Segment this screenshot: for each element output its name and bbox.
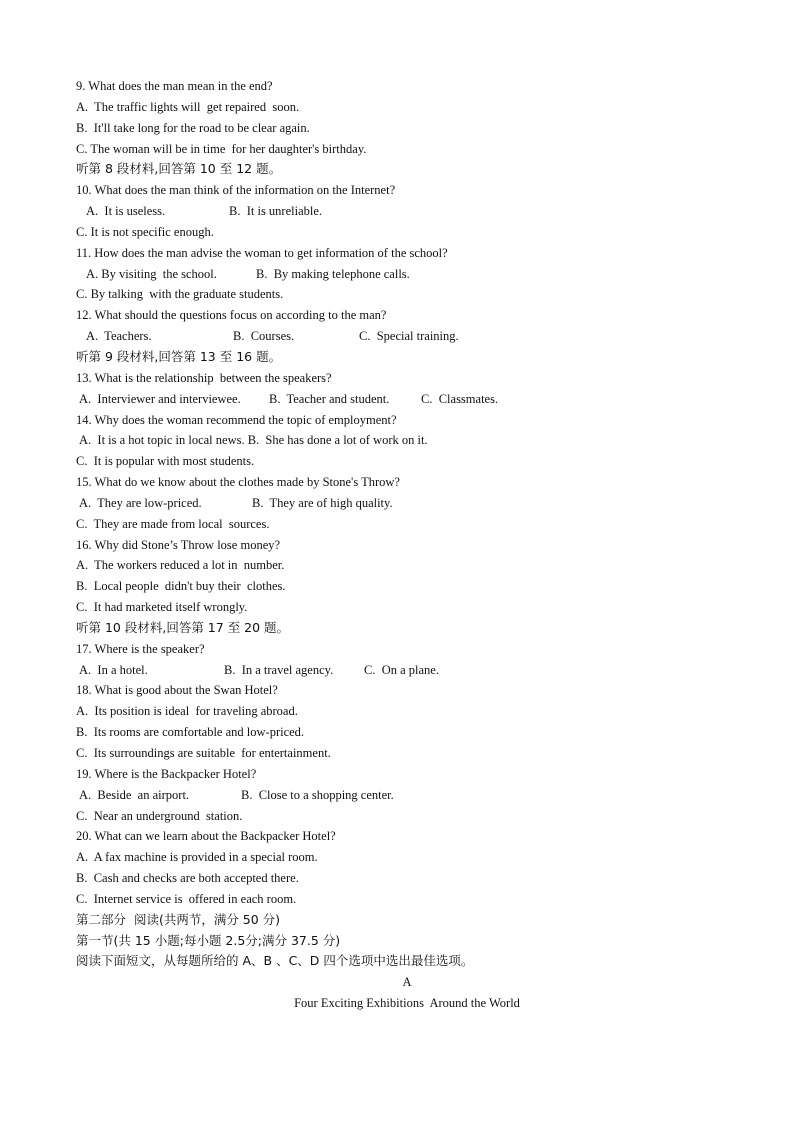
question-9-option-c: C. The woman will be in time for her daughter's birthday. (76, 141, 367, 156)
question-15-option-c: C. They are made from local sources. (76, 516, 270, 531)
question-19-option-c: C. Near an underground station. (76, 808, 243, 823)
question-15-option-a: A. They are low-priced. (79, 495, 202, 510)
part-2-section-1-heading: 第一节(共 15 小题;每小题 2.5分;满分 37.5 分) (76, 932, 341, 948)
question-18-option-c: C. Its surroundings are suitable for entertainment. (76, 746, 331, 760)
question-19-option-a: A. Beside an airport. (79, 787, 190, 802)
question-12-stem: 12. What should the questions focus on according to the man? (76, 308, 387, 323)
question-17-option-b: B. In a travel agency. (224, 662, 334, 677)
question-15-stem: 15. What do we know about the clothes made by Stone's Throw? (76, 475, 400, 490)
question-12-option-b: B. Courses. (233, 329, 295, 344)
question-13-stem: 13. What is the relationship between the speakers? (76, 370, 332, 385)
question-19-stem: 19. Where is the Backpacker Hotel? (76, 766, 257, 781)
question-19-option-b: B. Close to a shopping center. (241, 787, 394, 802)
section-8-instruction: 听第 8 段材料,回答第 10 至 12 题。 (76, 161, 282, 177)
question-13-option-c: C. Classmates. (421, 391, 499, 406)
question-16-option-c: C. It had marketed itself wrongly. (76, 600, 248, 615)
question-12-options (76, 326, 736, 347)
question-10-option-c: C. It is not specific enough. (76, 224, 214, 239)
question-13-option-b: B. Teacher and student. (269, 391, 390, 406)
question-19-options-ab (76, 785, 736, 806)
question-16-option-a: A. The workers reduced a lot in number. (76, 558, 285, 573)
question-15-options-ab (76, 493, 736, 514)
question-11-stem: 11. How does the man advise the woman to get information of the school? (76, 245, 448, 260)
question-17-option-a: A. In a hotel. (79, 662, 148, 677)
page-content (76, 76, 736, 1014)
question-11-option-a: A. By visiting the school. (86, 266, 217, 281)
question-16-option-b: B. Local people didn't buy their clothes. (76, 579, 286, 594)
question-18-option-b: B. Its rooms are comfortable and low-priced. (76, 725, 305, 740)
question-16-stem: 16. Why did Stone’s Throw lose money? (76, 537, 281, 552)
question-10-option-a: A. It is useless. (86, 204, 166, 219)
question-11-options-ab (76, 264, 736, 285)
question-10-options-ab (76, 201, 736, 222)
question-12-option-c: C. Special training. (359, 329, 459, 344)
question-12-option-a: A. Teachers. (86, 329, 152, 344)
question-17-option-c: C. On a plane. (364, 662, 439, 677)
question-14-stem: 14. Why does the woman recommend the topic of employment? (76, 412, 397, 427)
question-14-option-c: C. It is popular with most students. (76, 454, 255, 469)
question-13-options (76, 389, 736, 410)
passage-title: Four Exciting Exhibitions Around the World (294, 996, 520, 1011)
question-9-option-a: A. The traffic lights will get repaired soon. (76, 99, 300, 114)
reading-instruction: 阅读下面短文，从每题所给的 A、B 、C、D 四个选项中选出最佳选项。 (76, 953, 474, 969)
question-15-option-b: B. They are of high quality. (252, 495, 393, 510)
question-10-stem: 10. What does the man think of the information on the Internet? (76, 183, 396, 198)
question-18-option-a: A. Its position is ideal for traveling abroad. (76, 704, 298, 719)
part-2-heading: 第二部分 阅读(共两节，满分 50 分) (76, 911, 281, 927)
question-17-stem: 17. Where is the speaker? (76, 641, 205, 656)
question-11-option-b: B. By making telephone calls. (256, 266, 410, 281)
section-10-instruction: 听第 10 段材料,回答第 17 至 20 题。 (76, 619, 290, 635)
passage-letter: A (402, 975, 412, 990)
question-17-options (76, 660, 736, 681)
question-20-option-c: C. Internet service is offered in each room. (76, 891, 297, 906)
question-13-option-a: A. Interviewer and interviewee. (79, 391, 241, 406)
question-20-stem: 20. What can we learn about the Backpacker Hotel? (76, 829, 336, 844)
question-14-options-ab: A. It is a hot topic in local news. B. She has done a lot of work on it. (79, 433, 428, 448)
question-10-option-b: B. It is unreliable. (229, 204, 323, 219)
question-20-option-a: A. A fax machine is provided in a special room. (76, 850, 318, 865)
question-9-option-b: B. It'll take long for the road to be clear again. (76, 120, 310, 135)
question-9-stem: 9. What does the man mean in the end? (76, 79, 273, 93)
question-20-option-b: B. Cash and checks are both accepted there. (76, 871, 299, 886)
question-18-stem: 18. What is good about the Swan Hotel? (76, 683, 278, 698)
section-9-instruction: 听第 9 段材料,回答第 13 至 16 题。 (76, 348, 282, 364)
question-11-option-c: C. By talking with the graduate students. (76, 287, 284, 302)
